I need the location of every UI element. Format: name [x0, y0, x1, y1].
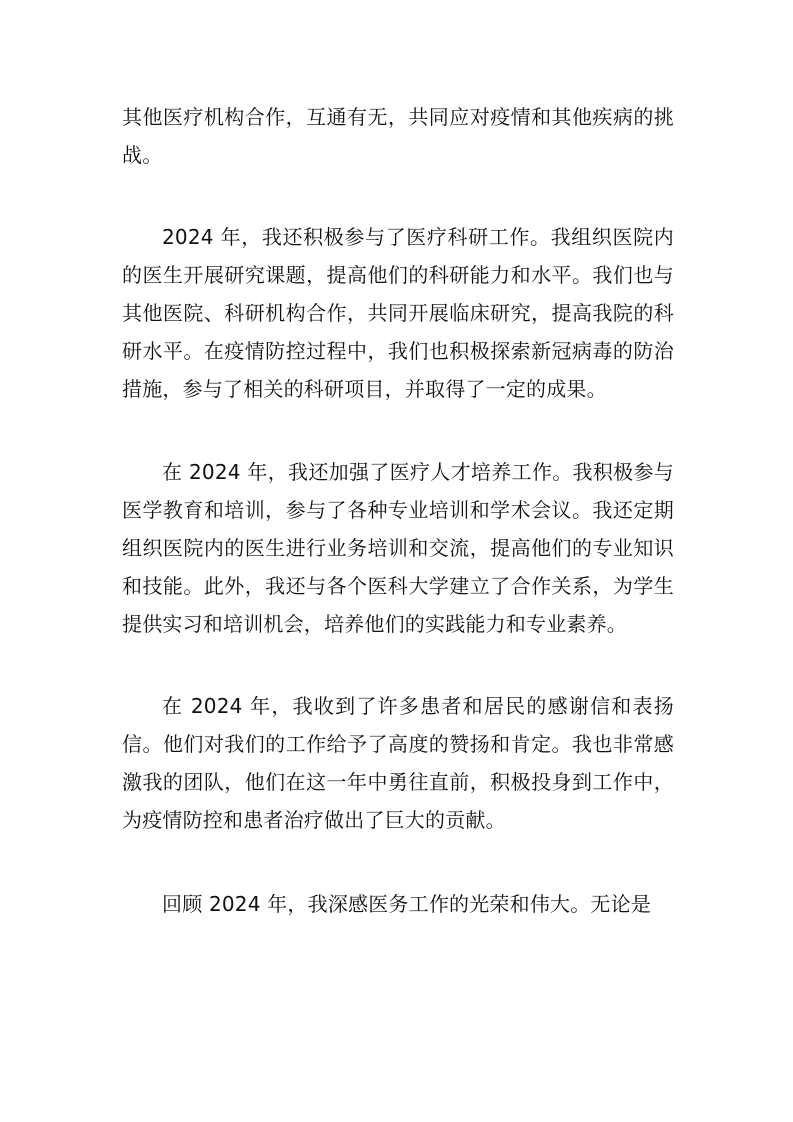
paragraph-review: 回顾 2024 年，我深感医务工作的光荣和伟大。无论是: [162, 892, 652, 916]
paragraph-thanks: 在 2024 年，我收到了许多患者和居民的感谢信和表扬信。他们对我们的工作给予了高度的赞扬和肯定。我也非常感激我的团队，他们在这一年中勇往直前，积极投身到工作中，为疫情防控和患者治疗做出了巨大的贡献。: [122, 694, 674, 832]
paragraph-research: 2024 年，我还积极参与了医疗科研工作。我组织医院内的医生开展研究课题，提高他们的科研能力和水平。我们也与其他医院、科研机构合作，共同开展临床研究，提高我院的科研水平。在疫情防控过程中，我们也积极探索新冠病毒的防治措施，参与了相关的科研项目，并取得了一定的成果。: [122, 225, 674, 401]
paragraph-training: 在 2024 年，我还加强了医疗人才培养工作。我积极参与医学教育和培训，参与了各种专业培训和学术会议。我还定期组织医院内的医生进行业务培训和交流，提高他们的专业知识和技能。此外，我还与各个医科大学建立了合作关系，为学生提供实习和培训机会，培养他们的实践能力和专业素养。: [122, 460, 674, 636]
paragraph-continuation: 其他医疗机构合作，互通有无，共同应对疫情和其他疾病的挑战。: [122, 105, 674, 167]
document-page: [122, 98, 674, 923]
